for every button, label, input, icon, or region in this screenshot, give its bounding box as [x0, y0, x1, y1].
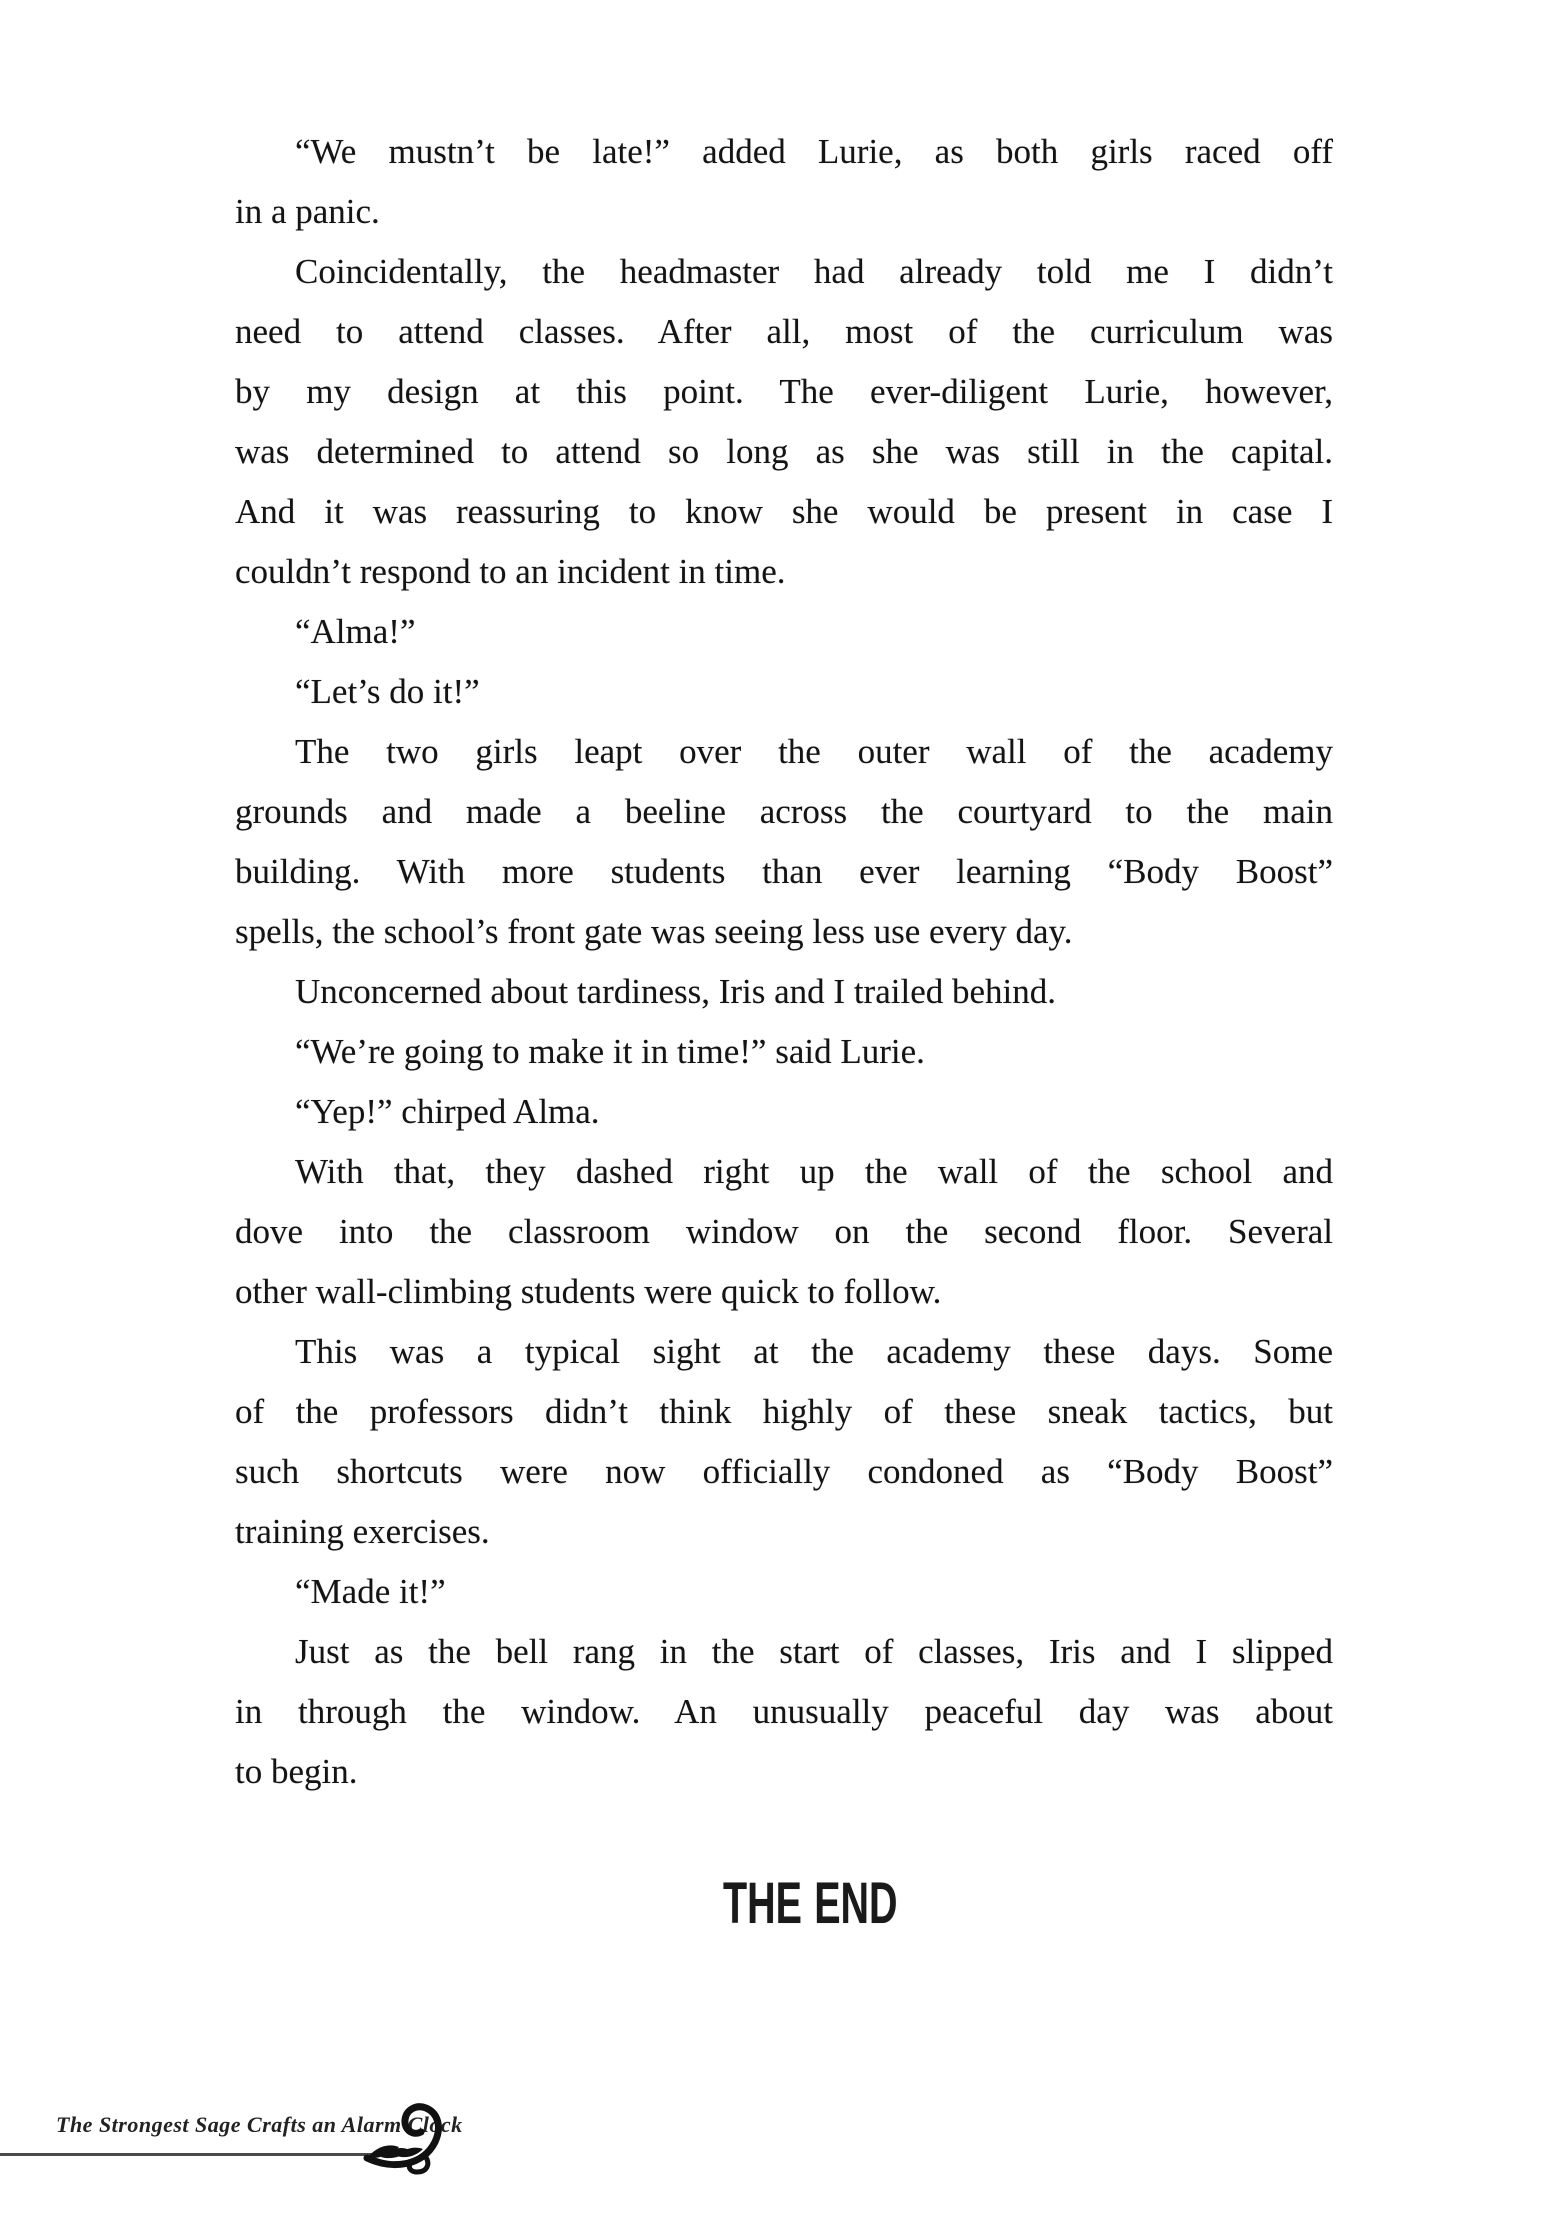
text-line: The two girls leapt over the outer wall of the academy — [295, 732, 1333, 771]
text-line: dove into the classroom window on the second floor. Several — [235, 1212, 1333, 1251]
text-line: “Yep!” chirped Alma. — [295, 1092, 600, 1131]
text-line: other wall-climbing students were quick to follow. — [235, 1272, 942, 1311]
text-line: “Let’s do it!” — [295, 672, 480, 711]
text-line: in a panic. — [235, 192, 380, 231]
text-line: training exercises. — [235, 1512, 490, 1551]
text-line: And it was reassuring to know she would be present in case I — [235, 492, 1333, 531]
text-line: in through the window. An unusually peaceful day was about — [235, 1692, 1333, 1731]
text-line: “Made it!” — [295, 1572, 446, 1611]
footer-book-title: The Strongest Sage Crafts an Alarm Clock — [56, 2112, 463, 2137]
text-line: couldn’t respond to an incident in time. — [235, 552, 786, 591]
the-end-label: THE END — [722, 1871, 898, 1936]
text-line: to begin. — [235, 1752, 358, 1791]
text-line: by my design at this point. The ever-diligent Lurie, however, — [235, 372, 1333, 411]
text-line: was determined to attend so long as she was still in the capital. — [235, 432, 1333, 471]
text-line: This was a typical sight at the academy these days. Some — [295, 1332, 1333, 1371]
text-line: of the professors didn’t think highly of these sneak tactics, but — [235, 1392, 1333, 1431]
text-line: spells, the school’s front gate was seeing less use every day. — [235, 912, 1073, 951]
text-line: Unconcerned about tardiness, Iris and I trailed behind. — [295, 972, 1056, 1011]
text-line: “We’re going to make it in time!” said Lurie. — [295, 1032, 925, 1071]
text-line: such shortcuts were now officially condoned as “Body Boost” — [235, 1452, 1333, 1491]
the-end-heading — [261, 1870, 1359, 1937]
text-line: need to attend classes. After all, most of the curriculum was — [235, 312, 1333, 351]
footer-rule — [0, 2153, 400, 2156]
text-line: “We mustn’t be late!” added Lurie, as both girls raced off — [295, 132, 1333, 171]
body-text — [235, 122, 1333, 1802]
flourish-icon — [363, 2098, 455, 2176]
text-line: “Alma!” — [295, 612, 416, 651]
text-line: With that, they dashed right up the wall of the school and — [295, 1152, 1333, 1191]
text-line: Coincidentally, the headmaster had already told me I didn’t — [295, 252, 1333, 291]
text-line: building. With more students than ever learning “Body Boost” — [235, 852, 1333, 891]
text-line: Just as the bell rang in the start of classes, Iris and I slipped — [295, 1632, 1333, 1671]
text-line: grounds and made a beeline across the courtyard to the main — [235, 792, 1333, 831]
